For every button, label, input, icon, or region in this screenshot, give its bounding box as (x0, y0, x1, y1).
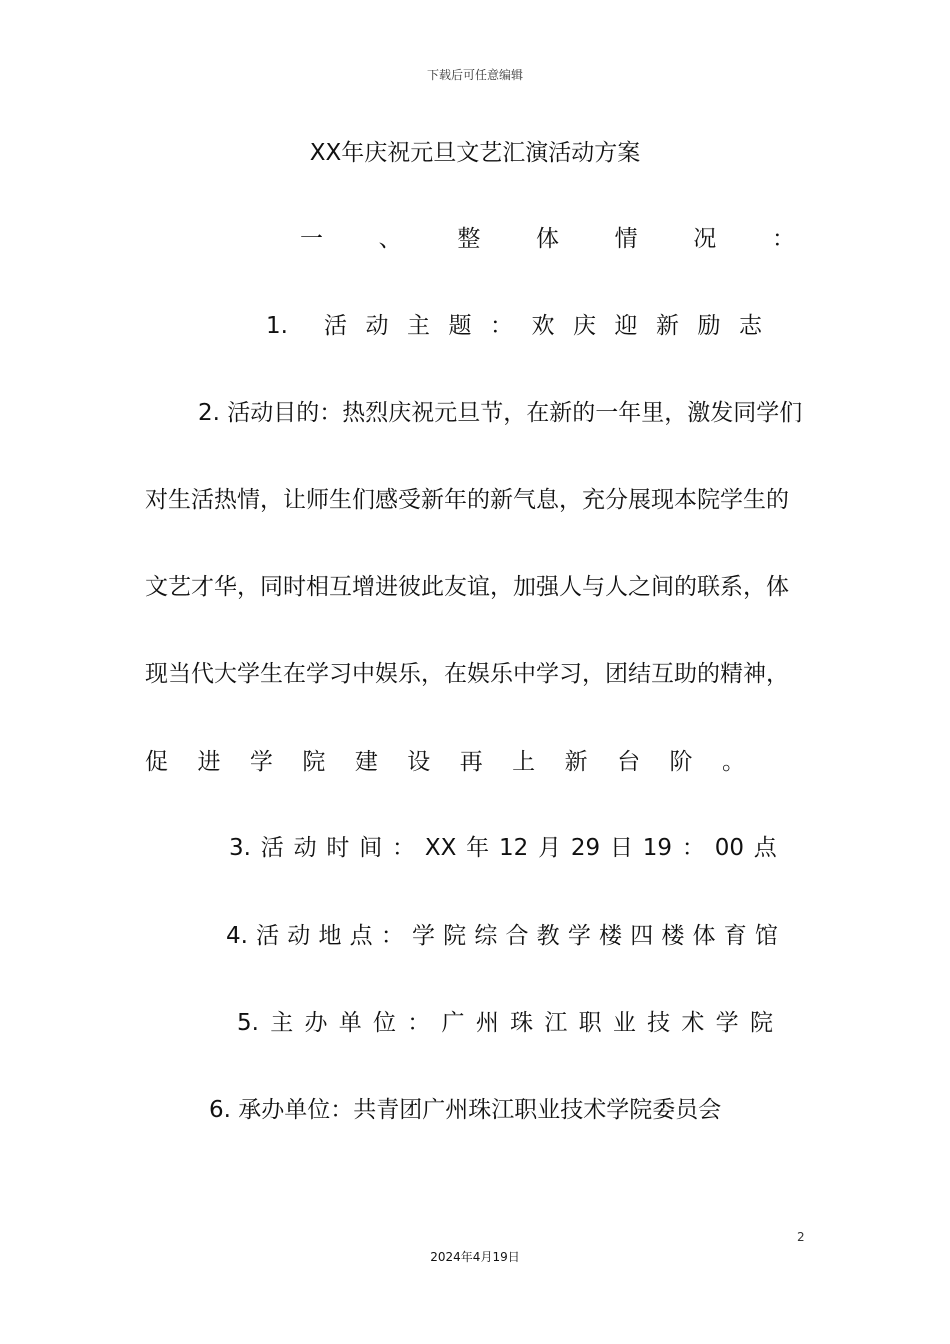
item-token: 院 (443, 923, 467, 949)
item-token: 动 (287, 923, 311, 949)
item-token: 业 (612, 1010, 636, 1036)
item-char: 庆 (573, 313, 596, 339)
line-char: 设 (407, 749, 431, 775)
footer-date: 2024年4月19日 (430, 1250, 520, 1264)
line-char: 进 (197, 749, 221, 775)
item-token: 广 (441, 1010, 465, 1036)
header-note: 下载后可任意编辑 (426, 68, 523, 82)
item-2-line: 2. 活动目的：热烈庆祝元旦节，在新的一年里，激发同学们 (198, 400, 803, 426)
item-token: 江 (544, 1010, 568, 1036)
item-token: 活 (256, 923, 280, 949)
line-char: 新 (564, 749, 588, 775)
item-token: 职 (578, 1010, 602, 1036)
item-token: 时 (326, 835, 350, 861)
item-token: 教 (536, 923, 560, 949)
item-token: 学 (411, 923, 435, 949)
item-char: 欢 (531, 313, 555, 339)
item-token: 4. (226, 923, 248, 949)
item-token: ： (407, 1010, 431, 1036)
heading-char: 一 (300, 226, 323, 252)
item-token: 办 (304, 1010, 328, 1036)
item-char: 题 (448, 313, 472, 339)
item-token: 点 (753, 835, 777, 861)
document-title: XX年庆祝元旦文艺汇演活动方案 (309, 140, 641, 166)
item-token: 院 (749, 1010, 773, 1036)
item-token: 年 (466, 835, 490, 861)
page-number: 2 (797, 1230, 805, 1244)
line-char: 再 (459, 749, 483, 775)
item-token: 术 (681, 1010, 705, 1036)
item-token: 日 (609, 835, 633, 861)
item-2-last-line (145, 745, 745, 779)
line-char: 建 (354, 749, 378, 775)
item-token: 四 (630, 923, 654, 949)
item-token: 学 (715, 1010, 739, 1036)
heading-char: 情 (614, 226, 638, 252)
item-3 (229, 831, 777, 865)
item-char: ： (490, 313, 513, 339)
item-token: 学 (567, 923, 591, 949)
item-char: 新 (656, 313, 679, 339)
line-char: 学 (249, 749, 273, 775)
item-token: 楼 (661, 923, 685, 949)
heading-char: 整 (457, 226, 481, 252)
line-char: 上 (512, 749, 536, 775)
item-char: 志 (739, 313, 762, 339)
line-char: 院 (302, 749, 326, 775)
item-token: 月 (538, 835, 562, 861)
item-2-line: 文艺才华，同时相互增进彼此友谊，加强人与人之间的联系，体 (145, 574, 789, 600)
section-heading (300, 222, 795, 256)
item-token: ： (681, 835, 705, 861)
item-token: 单 (338, 1010, 362, 1036)
item-6: 6. 承办单位：共青团广州珠江职业技术学院委员会 (209, 1097, 722, 1123)
item-token: 12 (498, 835, 529, 861)
item-token: 育 (723, 923, 747, 949)
item-token: 位 (373, 1010, 397, 1036)
line-char: 台 (617, 749, 641, 775)
item-5 (237, 1006, 773, 1040)
item-token: 活 (260, 835, 284, 861)
item-token: 5. (237, 1010, 259, 1036)
item-2-line: 对生活热情，让师生们感受新年的新气息，充分展现本院学生的 (145, 487, 789, 513)
item-token: 珠 (510, 1010, 534, 1036)
item-2-line: 现当代大学生在学习中娱乐，在娱乐中学习，团结互助的精神， (145, 661, 789, 687)
item-char: 励 (697, 313, 721, 339)
heading-char: 、 (378, 226, 402, 252)
item-token: 技 (647, 1010, 671, 1036)
heading-char: ： (771, 226, 795, 252)
item-token: 综 (474, 923, 498, 949)
item-token: 州 (475, 1010, 499, 1036)
item-token: 楼 (599, 923, 623, 949)
item-token: 合 (505, 923, 529, 949)
item-char: 活 (324, 313, 347, 339)
item-token: 动 (293, 835, 317, 861)
item-token: 体 (692, 923, 716, 949)
item-token: 00 (714, 835, 744, 861)
item-token: 地 (318, 923, 342, 949)
heading-char: 体 (535, 226, 559, 252)
item-token: XX (424, 835, 457, 861)
item-token: 19 (642, 835, 673, 861)
item-token: ： (392, 835, 416, 861)
line-char: 。 (721, 749, 745, 775)
item-token: 主 (270, 1010, 294, 1036)
line-char: 阶 (669, 749, 693, 775)
item-token: ： (380, 923, 404, 949)
heading-char: 况 (693, 226, 717, 252)
item-4 (226, 919, 778, 953)
item-token: 馆 (754, 923, 778, 949)
item-char: 迎 (614, 313, 638, 339)
item-token: 29 (570, 835, 601, 861)
item-token: 3. (229, 835, 251, 861)
item-char: 动 (365, 313, 389, 339)
item-1 (266, 309, 762, 343)
item-number: 1. (266, 313, 288, 339)
item-token: 间 (359, 835, 383, 861)
line-char: 促 (145, 749, 168, 775)
item-char: 主 (407, 313, 430, 339)
item-token: 点 (349, 923, 373, 949)
